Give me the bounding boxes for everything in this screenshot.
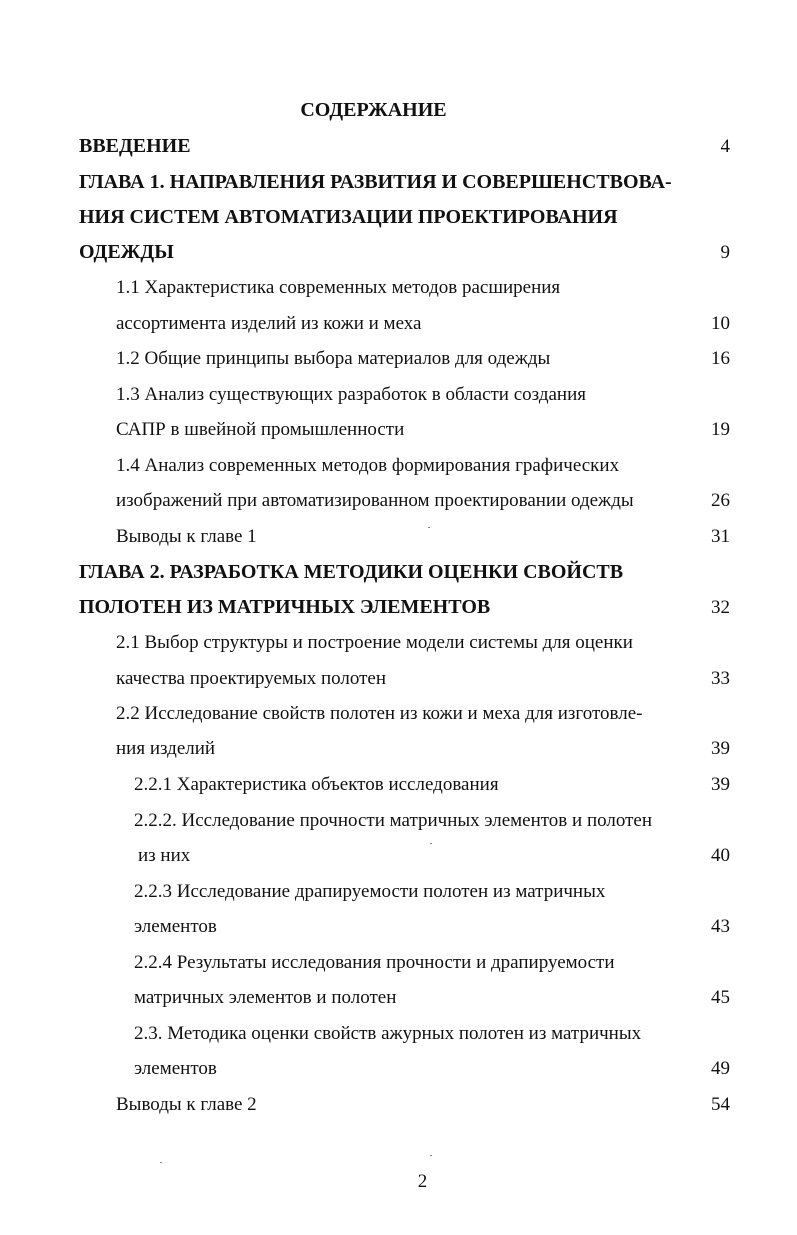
toc-s2-2-1-line1: 2.2.1 Характеристика объектов исследования [134, 774, 499, 795]
toc-s1-4-page: 26 [711, 490, 730, 511]
toc-s2-3-line2: элементов [134, 1058, 217, 1079]
toc-s1-3-page: 19 [711, 419, 730, 440]
toc-ch2-line1: ГЛАВА 2. РАЗРАБОТКА МЕТОДИКИ ОЦЕНКИ СВОЙСТВ [79, 561, 624, 583]
toc-s2-2-line2: ния изделий [116, 738, 216, 759]
scan-speck [160, 1162, 162, 1163]
toc-s2-2-4-line1: 2.2.4 Результаты исследования прочности и драпируемости [134, 952, 615, 973]
toc-ch2-line2: ПОЛОТЕН ИЗ МАТРИЧНЫХ ЭЛЕМЕНТОВ [79, 596, 491, 618]
toc-s2-3-page: 49 [711, 1058, 730, 1079]
toc-s2-2-1-page: 39 [711, 774, 730, 795]
toc-intro-page: 4 [720, 136, 730, 157]
toc-intro-label: ВВЕДЕНИЕ [79, 135, 191, 157]
toc-s1-4-line1: 1.4 Анализ современных методов формирования графических [116, 455, 620, 476]
toc-s1-2-line1: 1.2 Общие принципы выбора материалов для одежды [116, 348, 551, 369]
toc-ch1-page: 9 [720, 242, 730, 263]
toc-conclusion-1-page: 31 [711, 526, 730, 547]
toc-s1-1-line2: ассортимента изделий из кожи и меха [116, 313, 422, 334]
toc-s2-3-line1: 2.3. Методика оценки свойств ажурных полотен из матричных [134, 1023, 642, 1044]
toc-s1-2-page: 16 [711, 348, 730, 369]
scan-speck [430, 1155, 432, 1156]
toc-ch2-page: 32 [711, 597, 730, 618]
toc-ch1-line3: ОДЕЖДЫ [79, 241, 174, 263]
toc-s2-1-page: 33 [711, 668, 730, 689]
toc-s2-2-4-page: 45 [711, 987, 730, 1008]
scan-speck [428, 527, 430, 528]
toc-s2-1-line1: 2.1 Выбор структуры и построение модели системы для оценки [116, 632, 633, 653]
toc-s1-1-line1: 1.1 Характеристика современных методов расширения [116, 277, 561, 298]
toc-s2-2-2-line1: 2.2.2. Исследование прочности матричных элементов и полотен [134, 810, 652, 831]
toc-conclusion-2-page: 54 [711, 1094, 730, 1115]
toc-conclusion-1: Выводы к главе 1 [116, 526, 257, 547]
toc-s2-1-line2: качества проектируемых полотен [116, 668, 387, 689]
toc-s2-2-3-page: 43 [711, 916, 730, 937]
toc-s2-2-2-page: 40 [711, 845, 730, 866]
toc-s1-1-page: 10 [711, 313, 730, 334]
toc-conclusion-2: Выводы к главе 2 [116, 1094, 257, 1115]
scan-speck [430, 843, 432, 844]
toc-ch1-line2: НИЯ СИСТЕМ АВТОМАТИЗАЦИИ ПРОЕКТИРОВАНИЯ [79, 206, 618, 228]
toc-s2-2-4-line2: матричных элементов и полотен [134, 987, 397, 1008]
toc-s2-2-page: 39 [711, 738, 730, 759]
page-title: СОДЕРЖАНИЕ [300, 99, 447, 121]
toc-ch1-line1: ГЛАВА 1. НАПРАВЛЕНИЯ РАЗВИТИЯ И СОВЕРШЕНСТВОВА- [79, 171, 672, 193]
toc-s1-3-line2: САПР в швейной промышленности [116, 419, 405, 440]
toc-s2-2-3-line1: 2.2.3 Исследование драпируемости полотен из матричных [134, 881, 606, 902]
toc-s1-3-line1: 1.3 Анализ существующих разработок в области создания [116, 384, 586, 405]
toc-s1-4-line2: изображений при автоматизированном проектировании одежды [116, 490, 634, 511]
toc-s2-2-2-line2: из них [138, 845, 191, 866]
toc-s2-2-3-line2: элементов [134, 916, 217, 937]
toc-s2-2-line1: 2.2 Исследование свойств полотен из кожи и меха для изготовле- [116, 703, 643, 724]
page-number: 2 [417, 1171, 428, 1192]
